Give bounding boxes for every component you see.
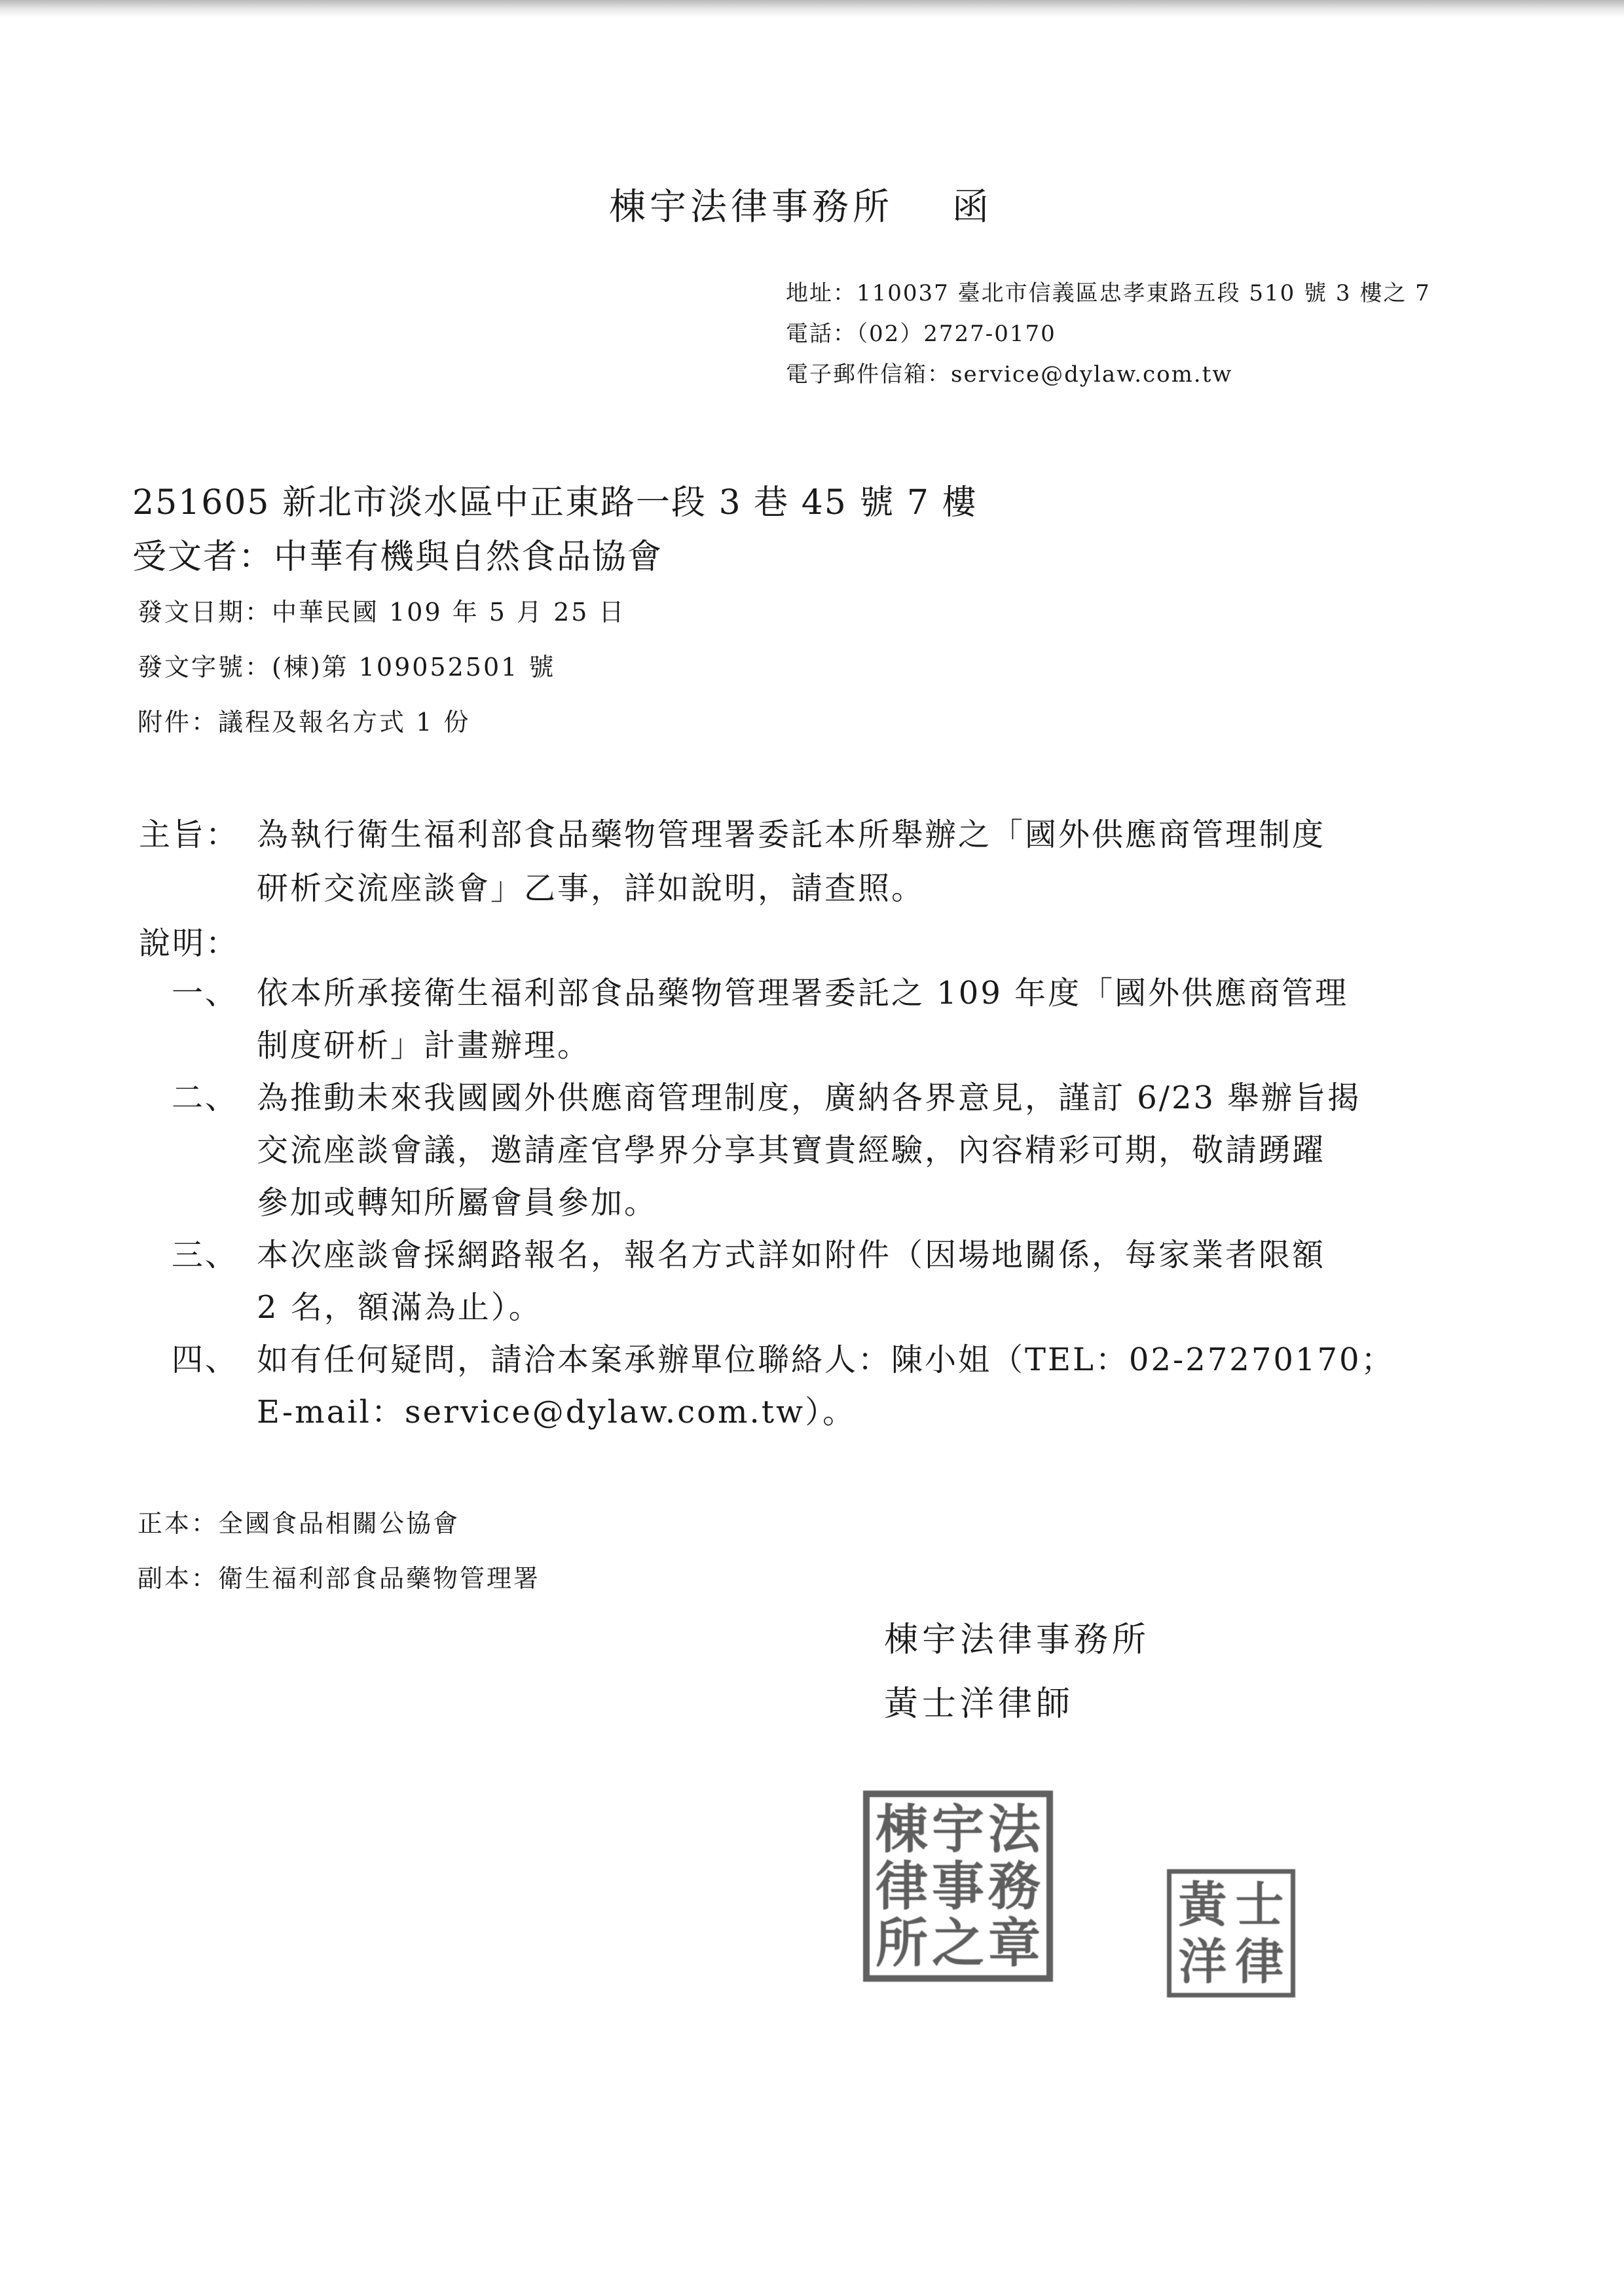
subject-label: 主旨： (139, 816, 240, 853)
recipient-name: 受文者：中華有機與自然食品協會 (132, 538, 663, 577)
seal-char: 務 (988, 1855, 1041, 1917)
item-1-line-2: 制度研析」計畫辦理。 (257, 1027, 591, 1064)
item-2-line-1: 為推動未來我國國外供應商管理制度，廣納各界意見，謹訂 6/23 舉辦旨揭 (257, 1080, 1361, 1116)
seal-char: 宇 (932, 1798, 984, 1861)
letterhead-title (609, 178, 993, 230)
seal-char: 所 (876, 1912, 928, 1974)
item-1-line-1: 依本所承接衛生福利部食品藥物管理署委託之 109 年度「國外供應商管理 (257, 975, 1349, 1011)
item-2-line-2: 交流座談會議，邀請產官學界分享其寶貴經驗，內容精彩可期，敬請踴躍 (257, 1132, 1326, 1169)
item-3-number: 三、 (172, 1237, 239, 1273)
firm-email: 電子郵件信箱：service@dylaw.com.tw (786, 361, 1233, 388)
item-4-number: 四、 (172, 1341, 239, 1378)
seal-char: 律 (1235, 1933, 1284, 1990)
original-recipients: 正本：全國食品相關公協會 (138, 1509, 460, 1538)
item-4-line-2: E-mail：service@dylaw.com.tw）。 (257, 1394, 857, 1430)
recipient-address: 251605 新北市淡水區中正東路一段 3 巷 45 號 7 樓 (132, 483, 978, 522)
item-1-number: 一、 (172, 975, 239, 1011)
seal-char: 章 (988, 1912, 1041, 1974)
seal-char: 士 (1235, 1876, 1284, 1933)
firm-seal-stamp (863, 1791, 1053, 1982)
signature-lawyer: 黃士洋律師 (884, 1685, 1075, 1724)
lawyer-seal-stamp (1167, 1869, 1295, 1997)
item-3-line-1: 本次座談會採網路報名，報名方式詳如附件（因場地關係，每家業者限額 (257, 1237, 1326, 1273)
attachment: 附件：議程及報名方式 1 份 (138, 708, 471, 737)
seal-char: 律 (876, 1855, 928, 1917)
cc-recipients: 副本：衛生福利部食品藥物管理署 (138, 1564, 541, 1593)
item-4-line-1: 如有任何疑問，請洽本案承辦單位聯絡人：陳小姐（TEL：02-27270170； (257, 1341, 1395, 1378)
item-2-line-3: 參加或轉知所屬會員參加。 (257, 1184, 658, 1221)
doc-type: 函 (952, 186, 993, 228)
signature-firm: 棟宇法律事務所 (884, 1620, 1151, 1660)
scan-edge (0, 0, 1624, 17)
item-3-line-2: 2 名，額滿為止）。 (257, 1289, 542, 1326)
explanation-label: 說明： (139, 925, 240, 962)
firm-name: 棟宇法律事務所 (609, 186, 893, 228)
seal-char: 法 (988, 1798, 1041, 1861)
subject-line-1: 為執行衛生福利部食品藥物管理署委託本所舉辦之「國外供應商管理制度 (257, 816, 1326, 853)
seal-char: 洋 (1178, 1933, 1227, 1990)
seal-char: 之 (932, 1912, 984, 1974)
subject-line-2: 研析交流座談會」乙事，詳如說明，請查照。 (257, 870, 925, 907)
issue-date: 發文日期：中華民國 109 年 5 月 25 日 (138, 598, 626, 627)
firm-address: 地址：110037 臺北市信義區忠孝東路五段 510 號 3 樓之 7 (786, 280, 1431, 306)
seal-char: 黃 (1178, 1876, 1227, 1933)
firm-phone: 電話：（02）2727-0170 (786, 321, 1056, 347)
seal-char: 事 (932, 1855, 984, 1917)
seal-char: 棟 (876, 1798, 928, 1861)
issue-number: 發文字號：(棟)第 109052501 號 (138, 653, 556, 682)
item-2-number: 二、 (172, 1080, 239, 1116)
